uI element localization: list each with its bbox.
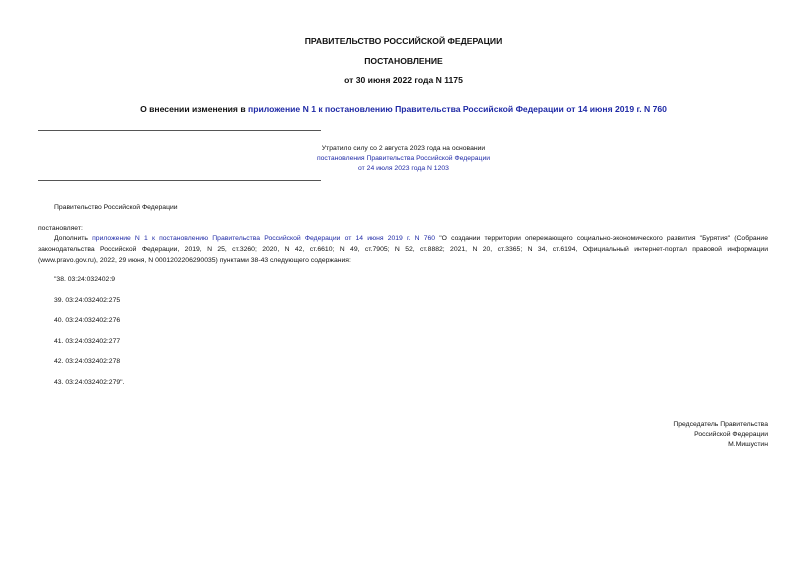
paragraph-suffix: "О создании территории опережающего социально-экономического развития "Бурятия" (Собрание — [435, 235, 768, 242]
list-item: "38. 03:24:032402:9 — [54, 276, 115, 283]
title-link[interactable]: приложение N 1 к постановлению Правительства Российской Федерации от 14 июня 2019 г. N 760 — [248, 104, 667, 114]
date-number-heading: от 30 июня 2022 года N 1175 — [344, 75, 463, 85]
signatory-position-country: Российской Федерации — [694, 431, 768, 438]
authority-heading: ПРАВИТЕЛЬСТВО РОССИЙСКОЙ ФЕДЕРАЦИИ — [304, 36, 503, 46]
paragraph-line: законодательства Российской Федерации, 2019, N 25, ст.3260; 2020, N 42, ст.6610; N 49, ст.7905; N 52, ст.8882; 2021, N 20, ст.3365; N 34, ст.6194, Официальный интернет-портал правовой информации — [38, 246, 768, 253]
divider-top — [38, 130, 321, 131]
signatory-position: Председатель Правительства — [673, 421, 768, 428]
paragraph-prefix: Дополнить — [54, 235, 93, 242]
list-item: 40. 03:24:032402:276 — [54, 317, 121, 324]
repeal-notice-link-line2[interactable]: от 24 июля 2023 года N 1203 — [358, 165, 449, 172]
signatory-name: М.Мишустин — [728, 441, 768, 448]
title-prefix: О внесении изменения в — [140, 104, 248, 114]
paragraph-line — [38, 233, 768, 244]
list-item: 42. 03:24:032402:278 — [54, 358, 121, 365]
list-item: 39. 03:24:032402:275 — [54, 297, 121, 304]
paragraph-link[interactable]: приложение N 1 к постановлению Правительства Российской Федерации от 14 июня 2019 г. N 760 — [92, 235, 436, 242]
repeal-notice-text: Утратило силу со 2 августа 2023 года на основании — [321, 145, 486, 152]
list-item: 43. 03:24:032402:279". — [54, 379, 125, 386]
decree-text: постановляет: — [38, 225, 83, 232]
list-item: 41. 03:24:032402:277 — [54, 338, 121, 345]
intro-text: Правительство Российской Федерации — [54, 204, 178, 211]
divider-bottom — [38, 180, 321, 181]
paragraph-line: (www.pravo.gov.ru), 2022, 29 июня, N 0001202206290035) пунктами 38-43 следующего содержания: — [38, 257, 351, 264]
document-type-heading: ПОСТАНОВЛЕНИЕ — [364, 56, 443, 66]
main-paragraph — [38, 233, 768, 266]
document-title — [0, 104, 807, 115]
repeal-notice-link-line1[interactable]: постановления Правительства Российской Федерации — [316, 155, 491, 162]
